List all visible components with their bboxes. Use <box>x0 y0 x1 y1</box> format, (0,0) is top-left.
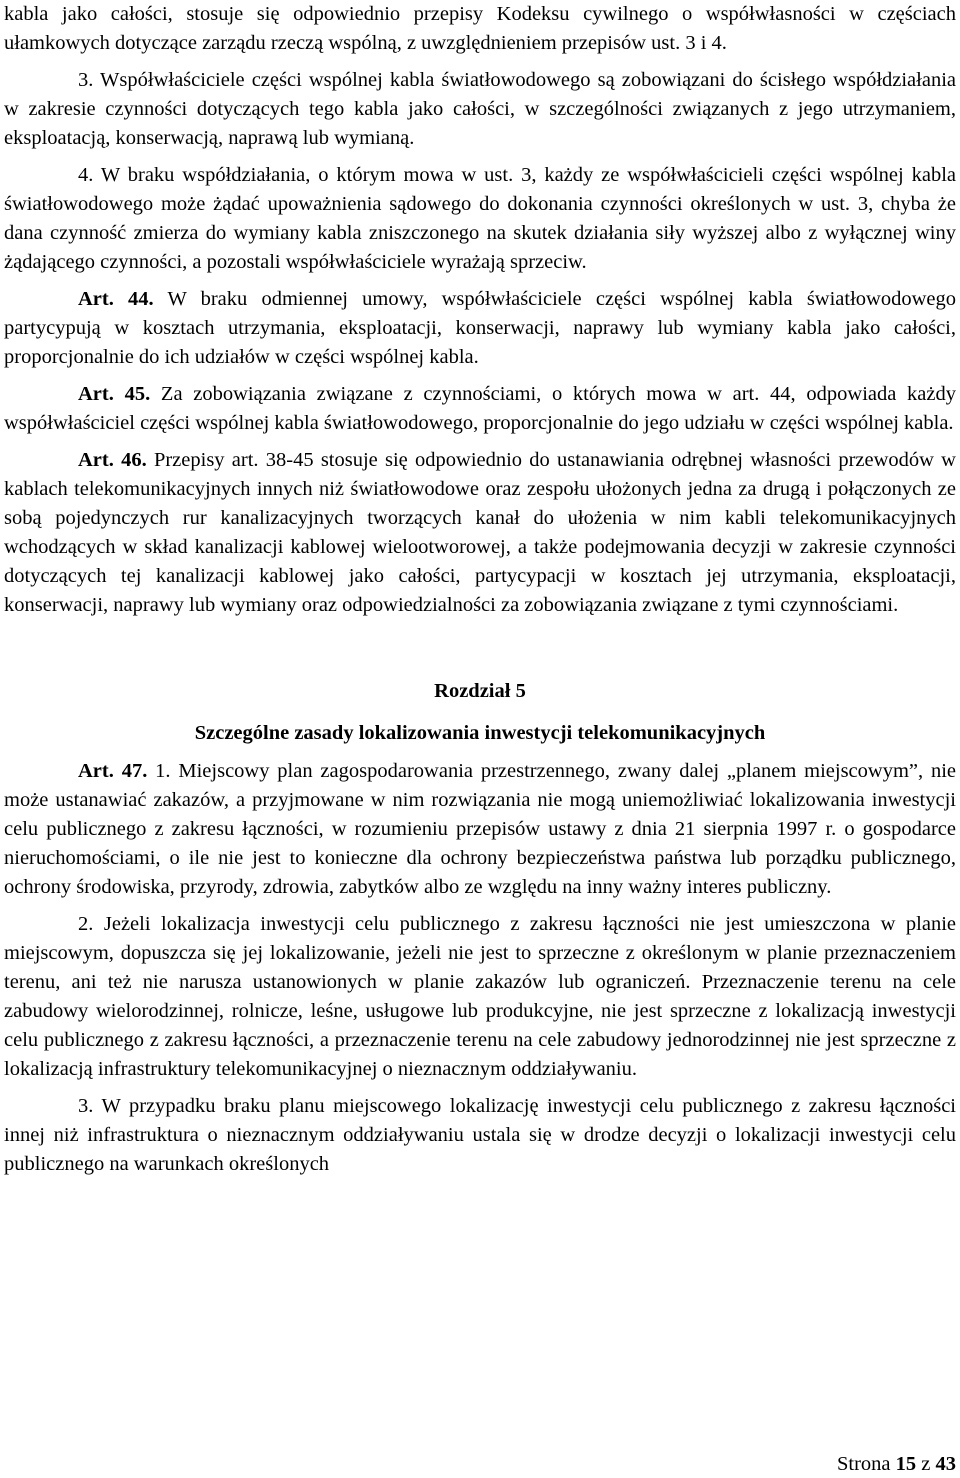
paragraph-art47-ust2: 2. Jeżeli lokalizacja inwestycji celu publicznego z zakresu łączności nie jest umieszczona w planie miejscowym, dopuszcza się jej lokalizowanie, jeżeli nie jest to sprzeczne z określonym w planie przeznaczeniem terenu, ani też nie narusza ustanowionych w planie zakazów lub ograniczeń. Przeznaczenie terenu na cele zabudowy wielorodzinnej, rolnicze, leśne, usługowe lub produkcyjne, nie jest sprzeczne z lokalizacją inwestycji celu publicznego z zakresu łączności, a przeznaczenie terenu na cele zabudowy jednorodzinnej nie jest sprzeczne z lokalizacją infrastruktury telekomunikacyjnej o nieznacznym oddziaływaniu. <box>4 913 956 1080</box>
article-label-44: Art. 44. <box>78 288 154 310</box>
footer-total-pages: 43 <box>935 1453 956 1475</box>
article-label-45: Art. 45. <box>78 383 151 405</box>
paragraph-art47-ust1 <box>4 757 956 902</box>
document-page <box>4 0 956 1179</box>
chapter-number: Rozdział 5 <box>434 680 526 702</box>
paragraph-art43-ust3: 3. Współwłaściciele części wspólnej kabla światłowodowego są zobowiązani do ścisłego współdziałania w zakresie czynności dotyczących tego kabla jako całości, w szczególności związanych z jego utrzymaniem, eksploatacją, konserwacją, naprawą lub wymianą. <box>4 69 956 149</box>
article-label-47: Art. 47. <box>78 760 148 782</box>
paragraph-art46 <box>4 446 956 620</box>
paragraph-art43-ust4: 4. W braku współdziałania, o którym mowa w ust. 3, każdy ze współwłaścicieli części wspólnej kabla światłowodowego może żądać upoważnienia sądowego do dokonania czynności określonych w ust. 3, chyba że dana czynność zmierza do wymiany kabla zniszczonego na skutek działania siły wyższej albo z wyłącznej winy żądającego czynności, a pozostali współwłaściciele wyrażają sprzeciw. <box>4 164 956 273</box>
footer-prefix: Strona <box>836 1453 896 1475</box>
paragraph-art45 <box>4 380 956 438</box>
footer-page-number: 15 <box>895 1453 917 1475</box>
paragraph-art44 <box>4 285 956 372</box>
paragraph-art47-ust3: 3. W przypadku braku planu miejscowego lokalizację inwestycji celu publicznego z zakresu łączności innej niż infrastruktura o nieznacznym oddziaływaniu ustala się w drodze decyzji o lokalizacji inwestycji celu publicznego na warunkach określonych <box>4 1095 956 1175</box>
article-text-46: Przepisy art. 38-45 stosuje się odpowiednio do ustanawiania odrębnej własności przewodów w kablach telekomunikacyjnych innych niż światłowodowe oraz zespołu ułożonych jedna za drugą i połączonych ze sobą pojedynczych rur kanalizacyjnych tworzących kanał do ułożenia w nim kabli telekomunikacyjnych wchodzących w skład kanalizacji kablowej wielootworowej, a także podejmowania decyzji w zakresie czynności dotyczących tej kanalizacji kablowej jako całości, partycypacji w kosztach jej utrzymania, eksploatacji, konserwacji, naprawy lub wymiany oraz odpowiedzialności za zobowiązania związane z tymi czynnościami. <box>4 449 956 616</box>
article-text-44: W braku odmiennej umowy, współwłaściciele części wspólnej kabla światłowodowego partycypują w kosztach utrzymania, eksploatacji, konserwacji, naprawy lub wymiany kabla jako całości, proporcjonalnie do ich udziałów w części wspólnej kabla. <box>4 288 956 368</box>
article-text-45: Za zobowiązania związane z czynnościami, o których mowa w art. 44, odpowiada każdy współwłaściciel części wspólnej kabla światłowodowego, proporcjonalnie do jego udziału w części wspólnej kabla. <box>4 383 957 434</box>
article-label-46: Art. 46. <box>78 449 147 471</box>
paragraph-continuation: kabla jako całości, stosuje się odpowiednio przepisy Kodeksu cywilnego o współwłasności w częściach ułamkowych dotyczące zarządu rzeczą wspólną, z uwzględnieniem przepisów ust. 3 i 4. <box>4 3 956 54</box>
chapter-title: Szczególne zasady lokalizowania inwestycji telekomunikacyjnych <box>194 722 766 744</box>
article-text-47-ust1: 1. Miejscowy plan zagospodarowania przestrzennego, zwany dalej „planem miejscowym”, nie może ustanawiać zakazów, a przyjmowane w nim rozwiązania nie mogą uniemożliwiać lokalizowania inwestycji celu publicznego z zakresu łączności, w rozumieniu przepisów ustawy z dnia 21 sierpnia 1997 r. o gospodarce nieruchomościami, o ile nie jest to konieczne dla ochrony bezpieczeństwa państwa lub porządku publicznego, ochrony środowiska, przyrody, zdrowia, zabytków albo ze względu na inny ważny interes publiczny. <box>4 760 957 898</box>
page-footer <box>837 1450 956 1478</box>
footer-separator: z <box>916 1453 936 1475</box>
